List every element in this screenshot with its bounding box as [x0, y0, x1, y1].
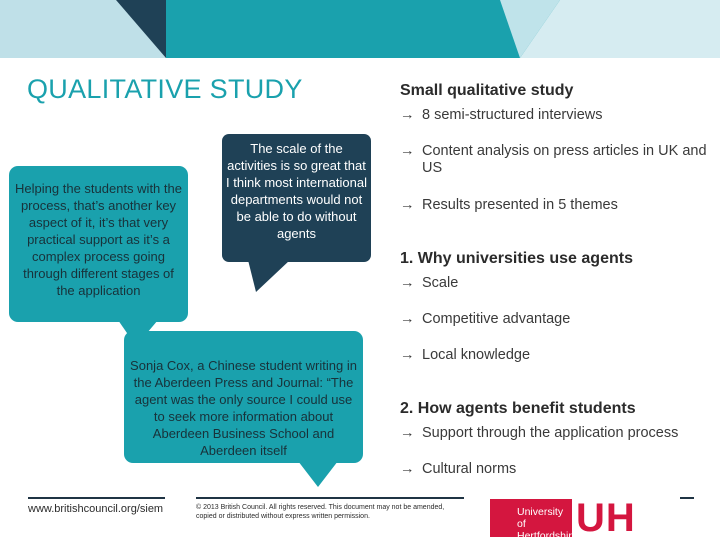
- footer-divider-right: [680, 497, 694, 499]
- arrow-icon: →: [400, 107, 415, 123]
- arrow-icon: →: [400, 311, 415, 327]
- footer-divider-center: [196, 497, 464, 499]
- arrow-icon: →: [400, 275, 415, 291]
- university-logo-letters: UH: [576, 496, 636, 540]
- arrow-icon: →: [400, 197, 415, 213]
- footer-copyright: © 2013 British Council. All rights reserved. This document may not be amended, copied or distributed without express written permission.: [196, 504, 445, 520]
- quote-bubble-center-text: The scale of the activities is so great that I think most international departments would not be able to do without agents: [226, 141, 367, 241]
- study-heading: Small qualitative study: [400, 82, 574, 99]
- university-logo-box: [490, 499, 578, 540]
- quote-bubble-bottom-tail: [298, 461, 338, 487]
- university-logo-line1: University of: [517, 506, 564, 530]
- quote-bubble-bottom-text: Sonja Cox, a Chinese student writing in the Aberdeen Press and Journal: “The agent was the only source I could use to seek more information about Aberdeen Business School and Aberdeen itself: [130, 358, 357, 458]
- quote-bubble-bottom: [124, 331, 363, 463]
- section2-heading: 2. How agents benefit students: [400, 400, 636, 417]
- quote-bubble-center-tail: [248, 260, 290, 292]
- footer-divider-left: [28, 497, 165, 499]
- section1-item: → Scale: [400, 275, 459, 291]
- section2-item: → Cultural norms: [400, 461, 517, 477]
- arrow-icon: →: [400, 461, 415, 477]
- quote-bubble-center: [222, 134, 371, 262]
- section1-item: → Competitive advantage: [400, 311, 571, 327]
- university-logo: [490, 496, 650, 540]
- section1-item: → Local knowledge: [400, 347, 531, 363]
- slide-title: QUALITATIVE STUDY: [27, 74, 303, 104]
- section2-item: → Support through the application process: [400, 425, 679, 441]
- quote-bubble-left-text: Helping the students with the process, that’s another key aspect of it, it’s that very practical support as it’s a complex process going through different stages of the application: [15, 181, 182, 298]
- arrow-icon: →: [400, 143, 415, 159]
- university-logo-line2: Hertfordshire: [517, 530, 578, 540]
- study-item: → 8 semi-structured interviews: [400, 107, 603, 123]
- section1-heading: 1. Why universities use agents: [400, 250, 633, 267]
- arrow-icon: →: [400, 347, 415, 363]
- quote-bubble-left: [9, 166, 188, 322]
- study-item: → Results presented in 5 themes: [400, 197, 618, 213]
- footer-url-link[interactable]: www.britishcouncil.org/siem: [28, 503, 164, 515]
- study-item: → Content analysis on press articles in UK and US: [400, 143, 707, 176]
- top-decorative-band: [0, 0, 720, 58]
- arrow-icon: →: [400, 425, 415, 441]
